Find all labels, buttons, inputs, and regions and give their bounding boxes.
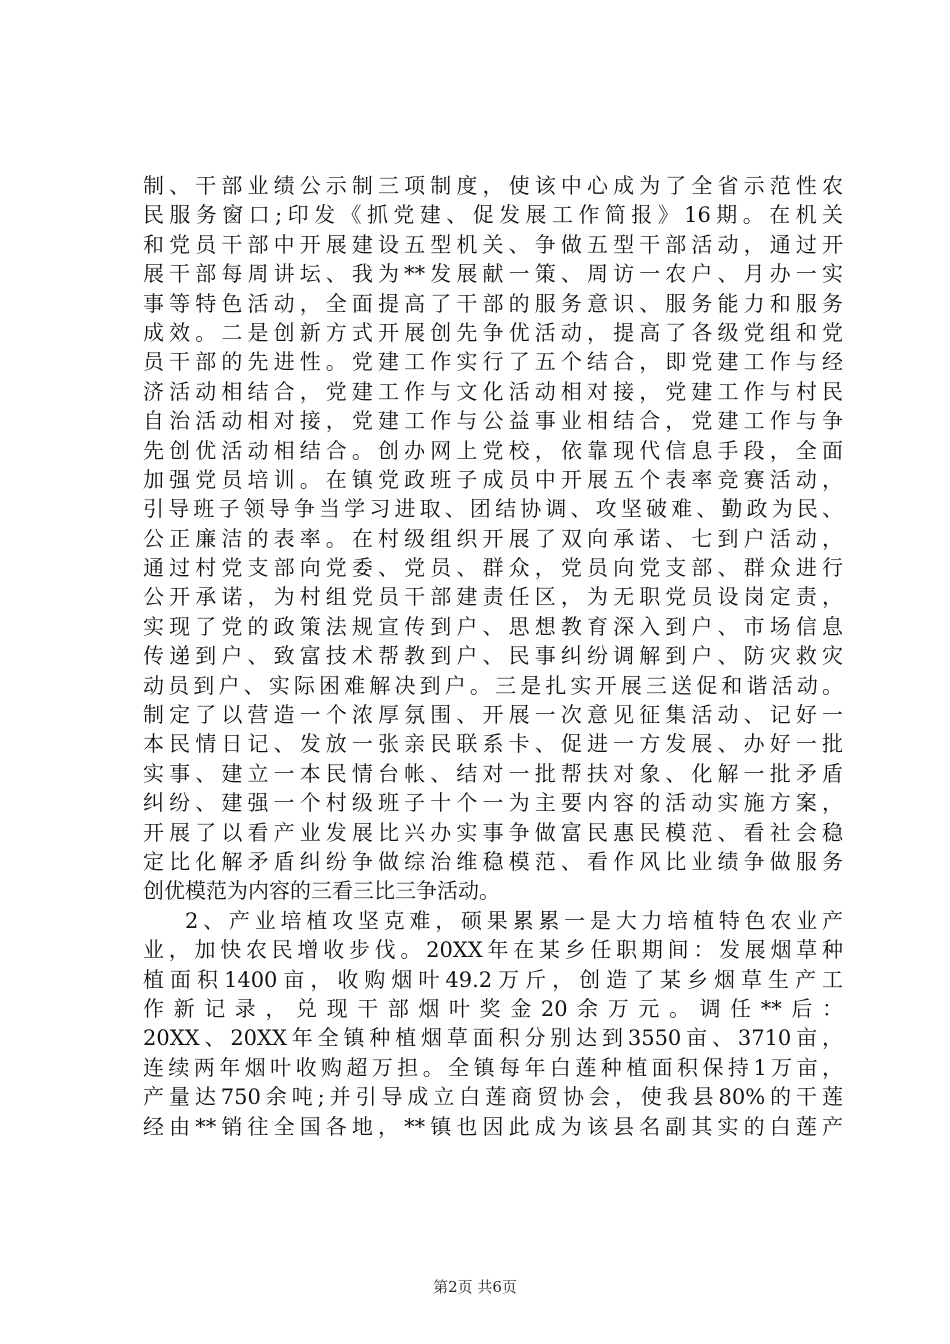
text-line: 事等特色活动，全面提高了干部的服务意识、服务能力和服务: [143, 291, 843, 316]
text-line: 传递到户、致富技术帮教到户、民事纠纷调解到户、防灾救灾: [143, 644, 843, 669]
document-body: [143, 172, 843, 1142]
text-line: 定比化解矛盾纠纷争做综治维稳模范、看作风比业绩争做服务: [143, 849, 843, 874]
text-line: 制定了以营造一个浓厚氛围、开展一次意见征集活动、记好一: [143, 703, 843, 728]
text-line: 引导班子领导争当学习进取、团结协调、攻坚破难、勤政为民、: [143, 497, 843, 522]
text-line: 先创优活动相结合。创办网上党校，依靠现代信息手段，全面: [143, 438, 843, 463]
paragraph: [143, 907, 843, 1142]
text-line: 自治活动相对接，党建工作与公益事业相结合，党建工作与争: [143, 409, 843, 434]
text-line: 2、产业培植攻坚克难，硕果累累一是大力培植特色农业产: [185, 908, 843, 933]
page-footer: 第2页 共6页: [433, 1278, 517, 1296]
text-line: 通过村党支部向党委、党员、群众，党员向党支部、群众进行: [143, 556, 843, 581]
text-line: 经由**销往全国各地，**镇也因此成为该县名副其实的白莲产: [143, 1114, 843, 1139]
text-line: 和党员干部中开展建设五型机关、争做五型干部活动，通过开: [143, 232, 843, 257]
text-line: 民服务窗口;印发《抓党建、促发展工作简报》16期。在机关: [143, 203, 843, 228]
text-line: 业，加快农民增收步伐。20XX年在某乡任职期间：发展烟草种: [143, 938, 843, 963]
text-line: 作新记录，兑现干部烟叶奖金20余万元。调任**后：: [143, 996, 843, 1021]
text-line: 植面积1400亩，收购烟叶49.2万斤，创造了某乡烟草生产工: [143, 967, 843, 992]
text-line: 产量达750余吨;并引导成立白莲商贸协会，使我县80%的干莲: [143, 1085, 843, 1110]
text-line: 济活动相结合，党建工作与文化活动相对接，党建工作与村民: [143, 379, 843, 404]
paragraph: [143, 172, 843, 907]
text-line: 开展了以看产业发展比兴办实事争做富民惠民模范、看社会稳: [143, 820, 843, 845]
text-line: 动员到户、实际困难解决到户。三是扎实开展三送促和谐活动。: [143, 673, 843, 698]
text-line: 本民情日记、发放一张亲民联系卡、促进一方发展、办好一批: [143, 732, 843, 757]
text-line: 公开承诺，为村组党员干部建责任区，为无职党员设岗定责，: [143, 585, 843, 610]
text-line: 纠纷、建强一个村级班子十个一为主要内容的活动实施方案，: [143, 791, 843, 816]
text-line: 实现了党的政策法规宣传到户、思想教育深入到户、市场信息: [143, 614, 843, 639]
text-line: 公正廉洁的表率。在村级组织开展了双向承诺、七到户活动，: [143, 526, 843, 551]
text-line: 连续两年烟叶收购超万担。全镇每年白莲种植面积保持1万亩，: [143, 1055, 843, 1080]
text-line: 制、干部业绩公示制三项制度，使该中心成为了全省示范性农: [143, 174, 843, 198]
text-line: 员干部的先进性。党建工作实行了五个结合，即党建工作与经: [143, 350, 843, 375]
text-line: 成效。二是创新方式开展创先争优活动，提高了各级党组和党: [143, 320, 843, 345]
text-line: 加强党员培训。在镇党政班子成员中开展五个表率竞赛活动，: [143, 467, 843, 492]
text-line: 创优模范为内容的三看三比三争活动。: [143, 879, 500, 904]
text-line: 20XX、20XX年全镇种植烟草面积分别达到3550亩、3710亩，: [143, 1026, 843, 1051]
text-line: 实事、建立一本民情台帐、结对一批帮扶对象、化解一批矛盾: [143, 761, 843, 786]
text-line: 展干部每周讲坛、我为**发展献一策、周访一农户、月办一实: [143, 262, 843, 287]
